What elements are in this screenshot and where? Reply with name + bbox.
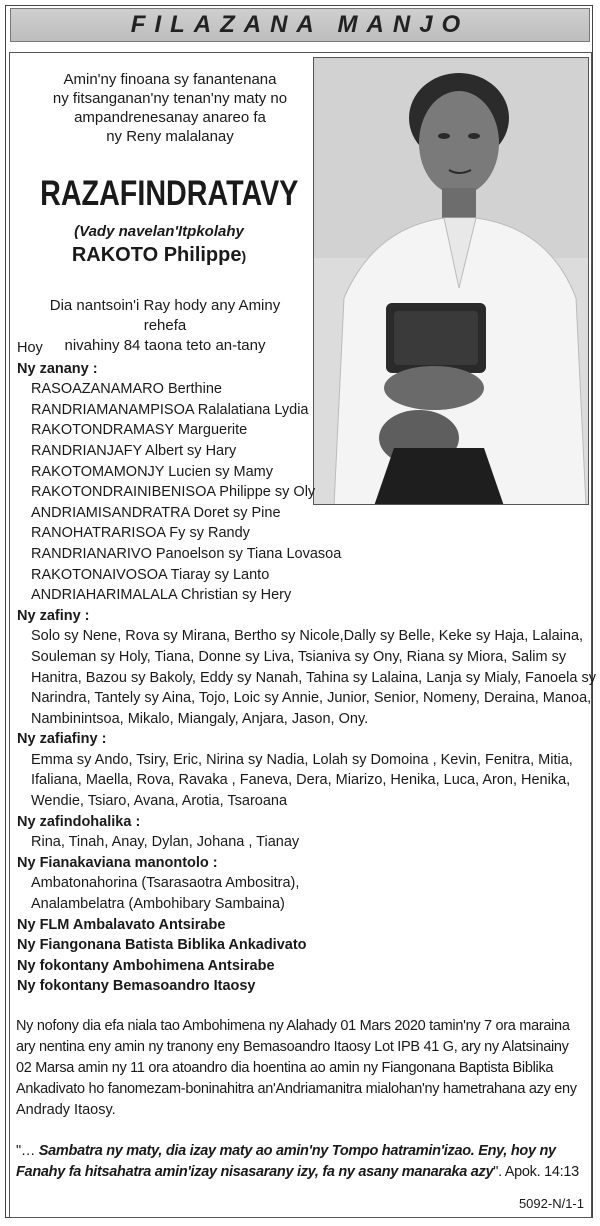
death-notice-line: Dia nantsoin'i Ray hody any Aminy rehefa bbox=[49, 297, 281, 334]
child-item: ANDRIAHARIMALALA Christian sy Hery bbox=[31, 587, 292, 604]
great-grandchildren-heading: Ny zafiafiny : bbox=[17, 731, 107, 748]
spouse-close-paren: ) bbox=[241, 248, 247, 264]
great-grandchildren-line: Ifaliana, Maella, Rova, Ravaka , Faneva, Dera, Miarizo, Henika, Luca, Aron, Henika, bbox=[31, 772, 571, 789]
grandchildren-line: Nambinintsoa, Mikalo, Miangaly, Anjara, Jason, Ony. bbox=[31, 710, 369, 727]
grandchildren-line: Narindra, Tantely sy Aina, Tojo, Loic sy Annie, Junior, Senior, Nomeny, Deraina, Manoa, bbox=[31, 690, 592, 707]
quote-text-line2: Fanahy fa hitsahatra amin'izay nisasarany izy, fa ny asany manaraka azy bbox=[16, 1164, 494, 1180]
children-heading: Ny zanany : bbox=[17, 360, 98, 377]
family-list bbox=[17, 338, 596, 997]
child-item: RANDRIANJAFY Albert sy Hary bbox=[31, 442, 237, 459]
intro-line: ampandrenesanay anareo fa bbox=[74, 109, 266, 126]
intro-line: ny Reny malalanay bbox=[106, 128, 234, 145]
quote-open: "… bbox=[16, 1143, 39, 1159]
child-item: RASOAZANAMARO Berthine bbox=[31, 381, 222, 398]
grandchildren-line: Souleman sy Holy, Tiana, Donne sy Liva, Tsianiva sy Ony, Riana sy Miora, Salim sy bbox=[31, 648, 567, 665]
institution-item: Ny FLM Ambalavato Antsirabe bbox=[17, 916, 226, 933]
institution-item: Ny Fiangonana Batista Biblika Ankadivato bbox=[17, 937, 307, 954]
grandchildren-line: Solo sy Nene, Rova sy Mirana, Bertho sy Nicole,Dally sy Belle, Keke sy Haja, Lalaina, bbox=[31, 628, 584, 645]
funeral-line: 02 Marsa amin ny 11 ora atoandro dia hoentina ao amin ny Fiangonana Baptista Biblika bbox=[16, 1060, 554, 1076]
funeral-line: Ny nofony dia efa niala tao Ambohimena ny Alahady 01 Mars 2020 tamin'ny 7 ora maraina bbox=[16, 1018, 570, 1034]
funeral-line: Ankadivato ho fanomezam-boninahitra an'Andriamanitra mialohan'ny hametrahana azy eny bbox=[16, 1081, 577, 1097]
intro-text bbox=[40, 70, 300, 146]
hoy-label: Hoy bbox=[17, 340, 43, 356]
child-item: RAKOTONAIVOSOA Tiaray sy Lanto bbox=[31, 566, 270, 583]
notice-reference: 5092-N/1-1 bbox=[518, 1196, 584, 1211]
relatives-item: Analambelatra (Ambohibary Sambaina) bbox=[31, 896, 285, 913]
header-title: FILAZANA MANJO bbox=[130, 11, 470, 38]
great-grandchildren-line: Emma sy Ando, Tsiry, Eric, Nirina sy Nadia, Lolah sy Domoina , Kevin, Fenitra, Mitia, bbox=[31, 751, 573, 768]
notice-header bbox=[10, 8, 590, 42]
great-great-line: Rina, Tinah, Anay, Dylan, Johana , Tianay bbox=[31, 834, 300, 851]
intro-line: Amin'ny finoana sy fanantenana bbox=[63, 71, 277, 88]
institution-item: Ny fokontany Ambohimena Antsirabe bbox=[17, 957, 275, 974]
funeral-line: ary nentina eny amin ny tranony eny Bemasoandro Itaosy Lot IPB 41 G, ary ny Alatsinainy bbox=[16, 1039, 569, 1055]
spouse-name bbox=[14, 244, 304, 267]
funeral-details bbox=[16, 1016, 589, 1121]
child-item: RANOHATRARISOA Fy sy Randy bbox=[31, 525, 250, 542]
grandchildren-heading: Ny zafiny : bbox=[17, 607, 90, 624]
intro-line: ny fitsanganan'ny tenan'ny maty no bbox=[52, 90, 288, 107]
great-grandchildren-line: Wendie, Tsiaro, Avana, Arotia, Tsaroana bbox=[31, 793, 288, 810]
grandchildren-line: Hanitra, Bazou sy Bakoly, Eddy sy Nanah, Tahina sy Lalaina, Lanja sy Mialy, Fanoela sy bbox=[31, 669, 596, 686]
child-item: RANDRIAMANAMPISOA Ralalatiana Lydia bbox=[31, 401, 309, 418]
quote-reference: ". Apok. 14:13 bbox=[493, 1164, 579, 1180]
great-great-heading: Ny zafindohalika : bbox=[17, 813, 141, 830]
quote-text-line1: Sambatra ny maty, dia izay maty ao amin'ny Tompo hatramin'izao. Eny, hoy ny bbox=[38, 1143, 556, 1159]
institution-item: Ny fokontany Bemasoandro Itaosy bbox=[17, 978, 256, 995]
relatives-item: Ambatonahorina (Tsarasaotra Ambositra), bbox=[31, 875, 300, 892]
bible-quote bbox=[16, 1141, 589, 1183]
spouse-name-text: RAKOTO Philippe bbox=[71, 244, 242, 266]
child-item: ANDRIAMISANDRATRA Doret sy Pine bbox=[31, 504, 281, 521]
child-item: RAKOTONDRAMASY Marguerite bbox=[31, 422, 248, 439]
spouse-caption: (Vady navelan'Itpkolahy bbox=[74, 223, 244, 240]
child-item: RANDRIANARIVO Panoelson sy Tiana Lovasoa bbox=[31, 545, 342, 562]
child-item: RAKOTONDRAINIBENISOA Philippe sy Oly bbox=[31, 484, 316, 501]
relatives-heading: Ny Fianakaviana manontolo : bbox=[17, 854, 218, 871]
death-notice-line: nivahiny 84 taona teto an-tany bbox=[64, 337, 266, 354]
funeral-line: Andrady Itaosy. bbox=[16, 1102, 116, 1118]
deceased-name: RAZAFINDRATAVY bbox=[40, 174, 299, 213]
child-item: RAKOTOMAMONJY Lucien sy Mamy bbox=[31, 463, 273, 480]
